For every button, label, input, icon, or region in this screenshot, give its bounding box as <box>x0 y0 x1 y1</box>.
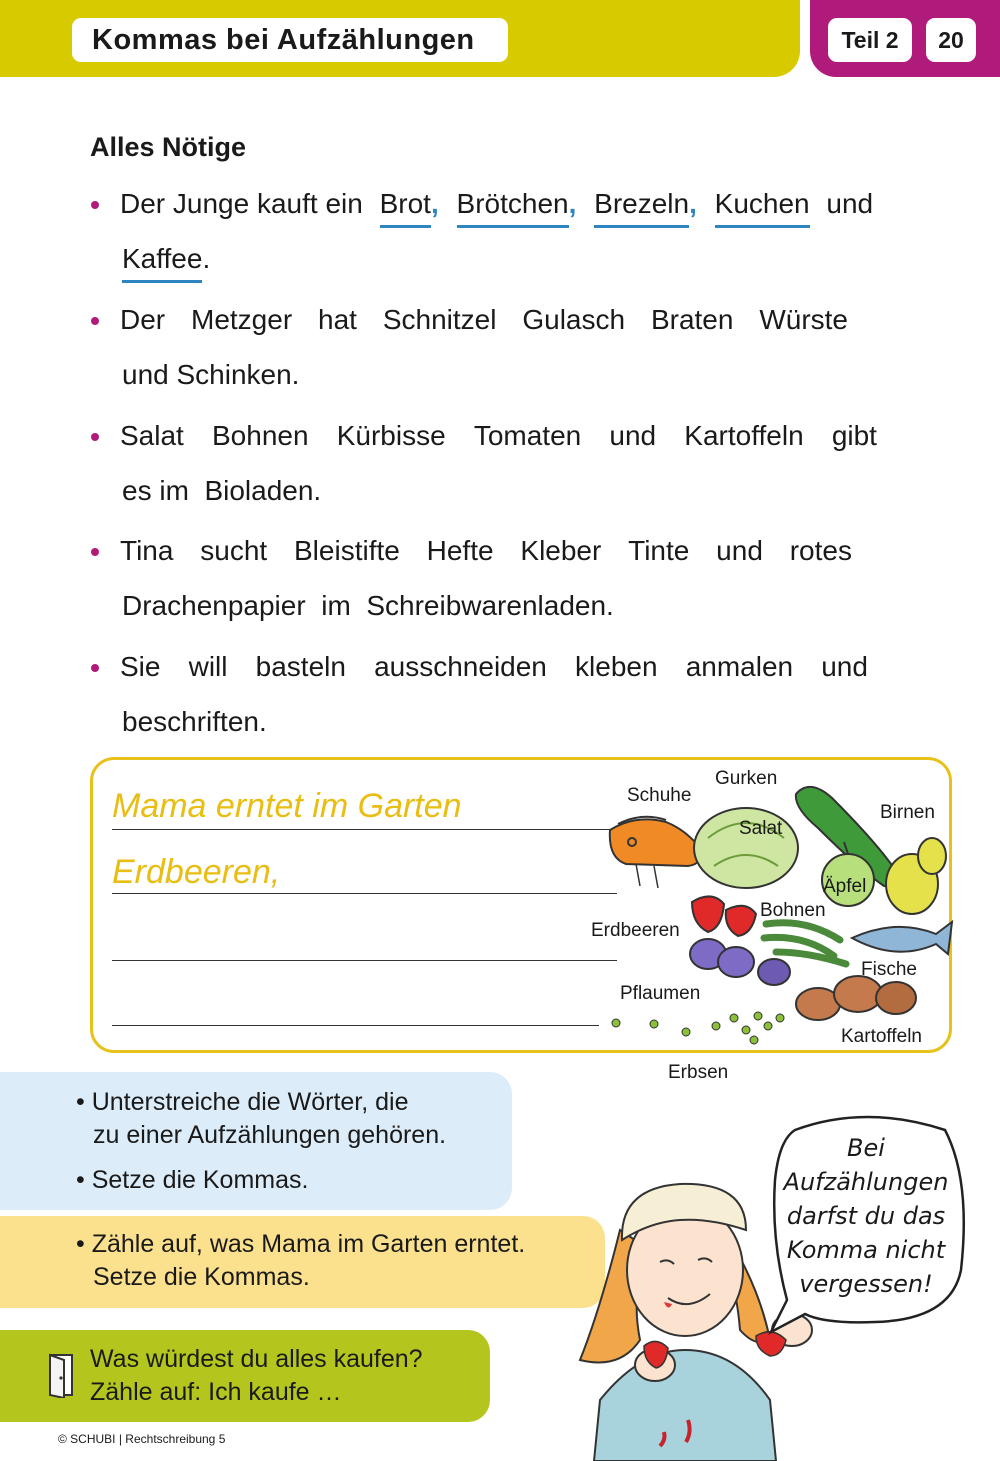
label-erbsen: Erbsen <box>668 1062 729 1083</box>
writing-line-4[interactable] <box>112 1025 599 1026</box>
bullet-4 <box>91 548 99 556</box>
label-bohnen: Bohnen <box>760 900 826 921</box>
sentence-5-line-2: beschriften. <box>122 706 267 737</box>
bullet-2 <box>91 317 99 325</box>
part-badge: Teil 2 <box>828 18 912 62</box>
label-gurken: Gurken <box>715 768 778 789</box>
sentence-3-line-2: es im Bioladen. <box>122 475 322 506</box>
copyright: © SCHUBI | Rechtschreibung 5 <box>58 1432 226 1446</box>
underlined-word: Kaffee <box>122 239 202 283</box>
garden-handwriting-line-1: Mama erntet im Garten <box>112 787 462 825</box>
page-title: Kommas bei Aufzählungen <box>72 18 508 62</box>
bubble-line-2: Aufzählungen <box>783 1168 949 1196</box>
bubble-line-1: Bei <box>847 1134 885 1162</box>
instruction-extra-1: Was würdest du alles kaufen? <box>90 1345 423 1373</box>
label-pflaumen: Pflaumen <box>620 983 701 1004</box>
sentence-1-line-1: Der Junge kauft ein Brot, Brötchen, Brezeln, Kuchen und <box>120 184 873 224</box>
bullet-5 <box>91 664 99 672</box>
sentence-2-line-1: Der Metzger hat Schnitzel Gulasch Braten Würste <box>120 304 848 335</box>
label-aepfel: Äpfel <box>823 876 867 897</box>
door-icon <box>46 1352 76 1398</box>
instruction-extra-2: Zähle auf: Ich kaufe … <box>90 1378 342 1406</box>
label-erdbeeren: Erdbeeren <box>591 920 680 941</box>
bullet-3 <box>91 433 99 441</box>
underlined-word: Kuchen <box>715 184 810 228</box>
writing-line-3[interactable] <box>112 960 617 961</box>
instruction-garden-1: • Zähle auf, was Mama im Garten erntet. <box>76 1230 526 1258</box>
sentence-4-line-1: Tina sucht Bleistifte Hefte Kleber Tinte und rotes <box>120 535 852 566</box>
instruction-commas: • Setze die Kommas. <box>76 1166 309 1194</box>
label-birnen: Birnen <box>880 802 935 823</box>
bubble-line-3: darfst du das <box>786 1202 946 1230</box>
section-title: Alles Nötige <box>90 132 247 162</box>
label-salat: Salat <box>739 818 783 839</box>
sentence-1-line-2: Kaffee. <box>122 239 210 279</box>
sentence-2-line-2: und Schinken. <box>122 359 300 390</box>
label-fische: Fische <box>861 959 917 980</box>
label-kartoffeln: Kartoffeln <box>841 1026 922 1047</box>
underlined-word: Brötchen <box>457 184 569 228</box>
bubble-line-4: Komma nicht <box>786 1236 946 1264</box>
sentence-3-line-1: Salat Bohnen Kürbisse Tomaten und Kartoffeln gibt <box>120 420 877 451</box>
underlined-word: Brot <box>380 184 431 228</box>
garden-handwriting-line-2: Erdbeeren, <box>112 853 281 891</box>
writing-line-2[interactable] <box>112 893 617 894</box>
instruction-underline-1: • Unterstreiche die Wörter, die <box>76 1088 409 1116</box>
instruction-underline-2: zu einer Aufzählungen gehören. <box>93 1121 447 1149</box>
page-number: 20 <box>926 18 976 62</box>
writing-line-1[interactable] <box>112 829 610 830</box>
label-schuhe: Schuhe <box>627 785 692 806</box>
bubble-line-5: vergessen! <box>799 1270 933 1298</box>
underlined-word: Brezeln <box>594 184 689 228</box>
bullet-1 <box>91 201 99 209</box>
sentence-5-line-1: Sie will basteln ausschneiden kleben anmalen und <box>120 651 868 682</box>
instruction-garden-2: Setze die Kommas. <box>93 1263 310 1291</box>
sentence-4-line-2: Drachenpapier im Schreibwarenladen. <box>122 590 614 621</box>
